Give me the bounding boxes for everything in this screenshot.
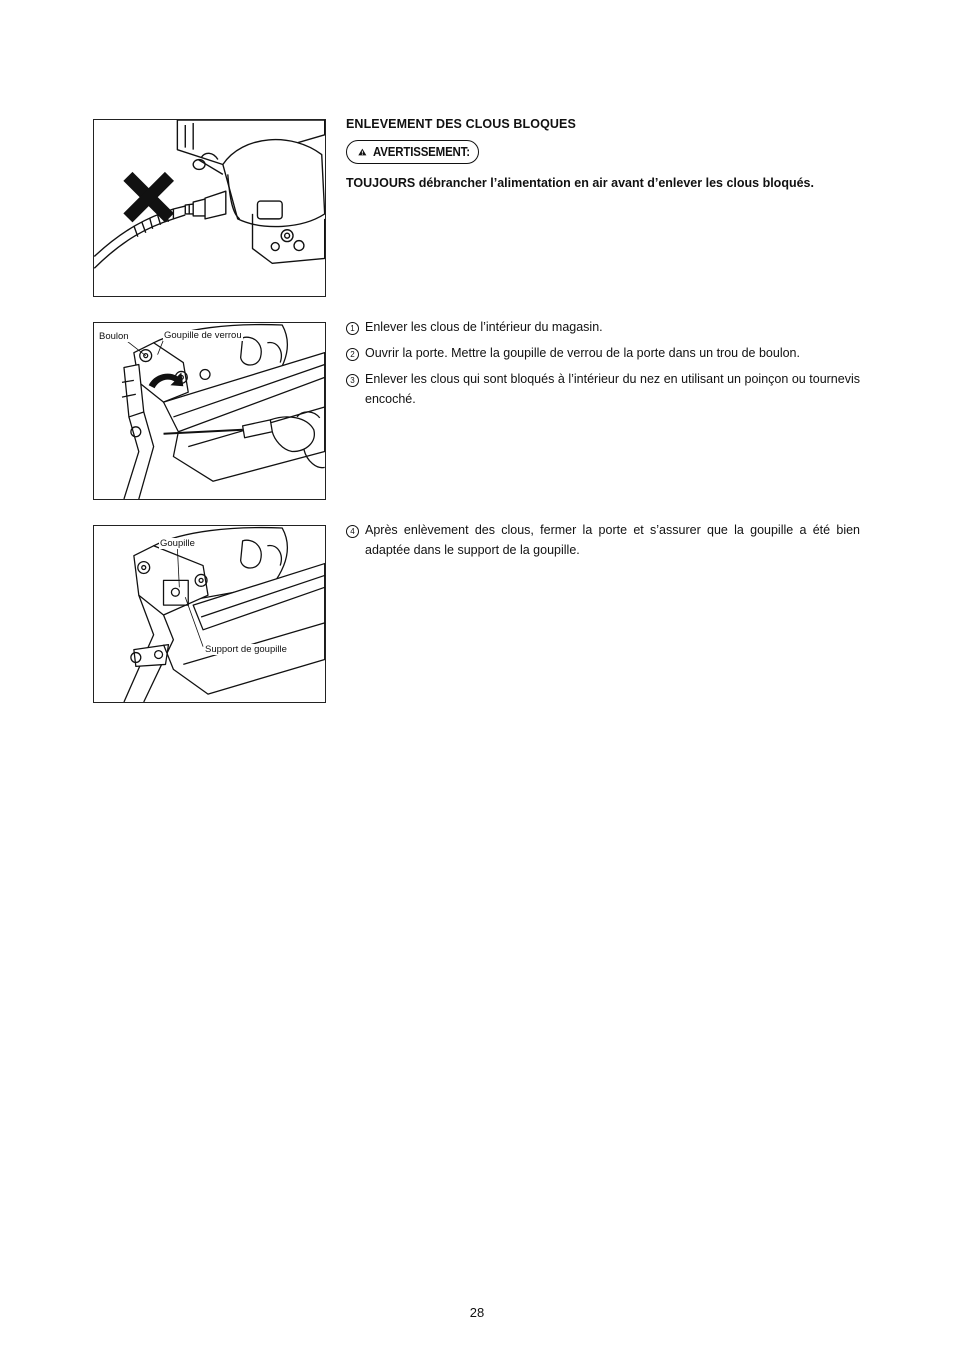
step-number: 4 xyxy=(346,525,359,538)
figure-close-door xyxy=(93,525,326,703)
nailer-nose-closed-illustration xyxy=(94,526,325,702)
step-number: 3 xyxy=(346,374,359,387)
warning-text: TOUJOURS débrancher l’alimentation en air avant d’enlever les clous bloqués. xyxy=(346,176,814,190)
figure-disconnect-air xyxy=(93,119,326,297)
step-text: Enlever les clous de l’intérieur du magasin. xyxy=(365,320,603,334)
step-text: Après enlèvement des clous, fermer la porte et s’assurer que la goupille a été bien adaptée dans le support de la goupille. xyxy=(365,523,860,557)
warning-badge xyxy=(346,140,479,164)
step-text: Enlever les clous qui sont bloqués à l’intérieur du nez en utilisant un poinçon ou tournevis encoché. xyxy=(365,372,860,406)
list-item xyxy=(346,344,860,364)
list-item xyxy=(346,521,860,560)
list-item xyxy=(346,318,860,338)
step-text: Ouvrir la porte. Mettre la goupille de verrou de la porte dans un trou de boulon. xyxy=(365,346,800,360)
warning-label: AVERTISSEMENT: xyxy=(372,145,470,159)
steps-list-a xyxy=(346,318,860,416)
step-number: 2 xyxy=(346,348,359,361)
section-title: ENLEVEMENT DES CLOUS BLOQUES xyxy=(346,117,576,131)
label-pin-holder: Support de goupille xyxy=(205,644,287,655)
figure-open-door xyxy=(93,322,326,500)
steps-list-b xyxy=(346,521,860,567)
label-bolt: Boulon xyxy=(99,331,129,342)
list-item xyxy=(346,370,860,409)
warning-triangle-icon xyxy=(358,146,367,158)
label-lock-pin: Goupille de verrou xyxy=(164,330,242,341)
nailer-air-hose-illustration xyxy=(94,120,325,296)
page-number: 28 xyxy=(469,1305,485,1320)
step-number: 1 xyxy=(346,322,359,335)
nailer-nose-open-illustration xyxy=(94,323,325,499)
label-pin: Goupille xyxy=(160,538,195,549)
